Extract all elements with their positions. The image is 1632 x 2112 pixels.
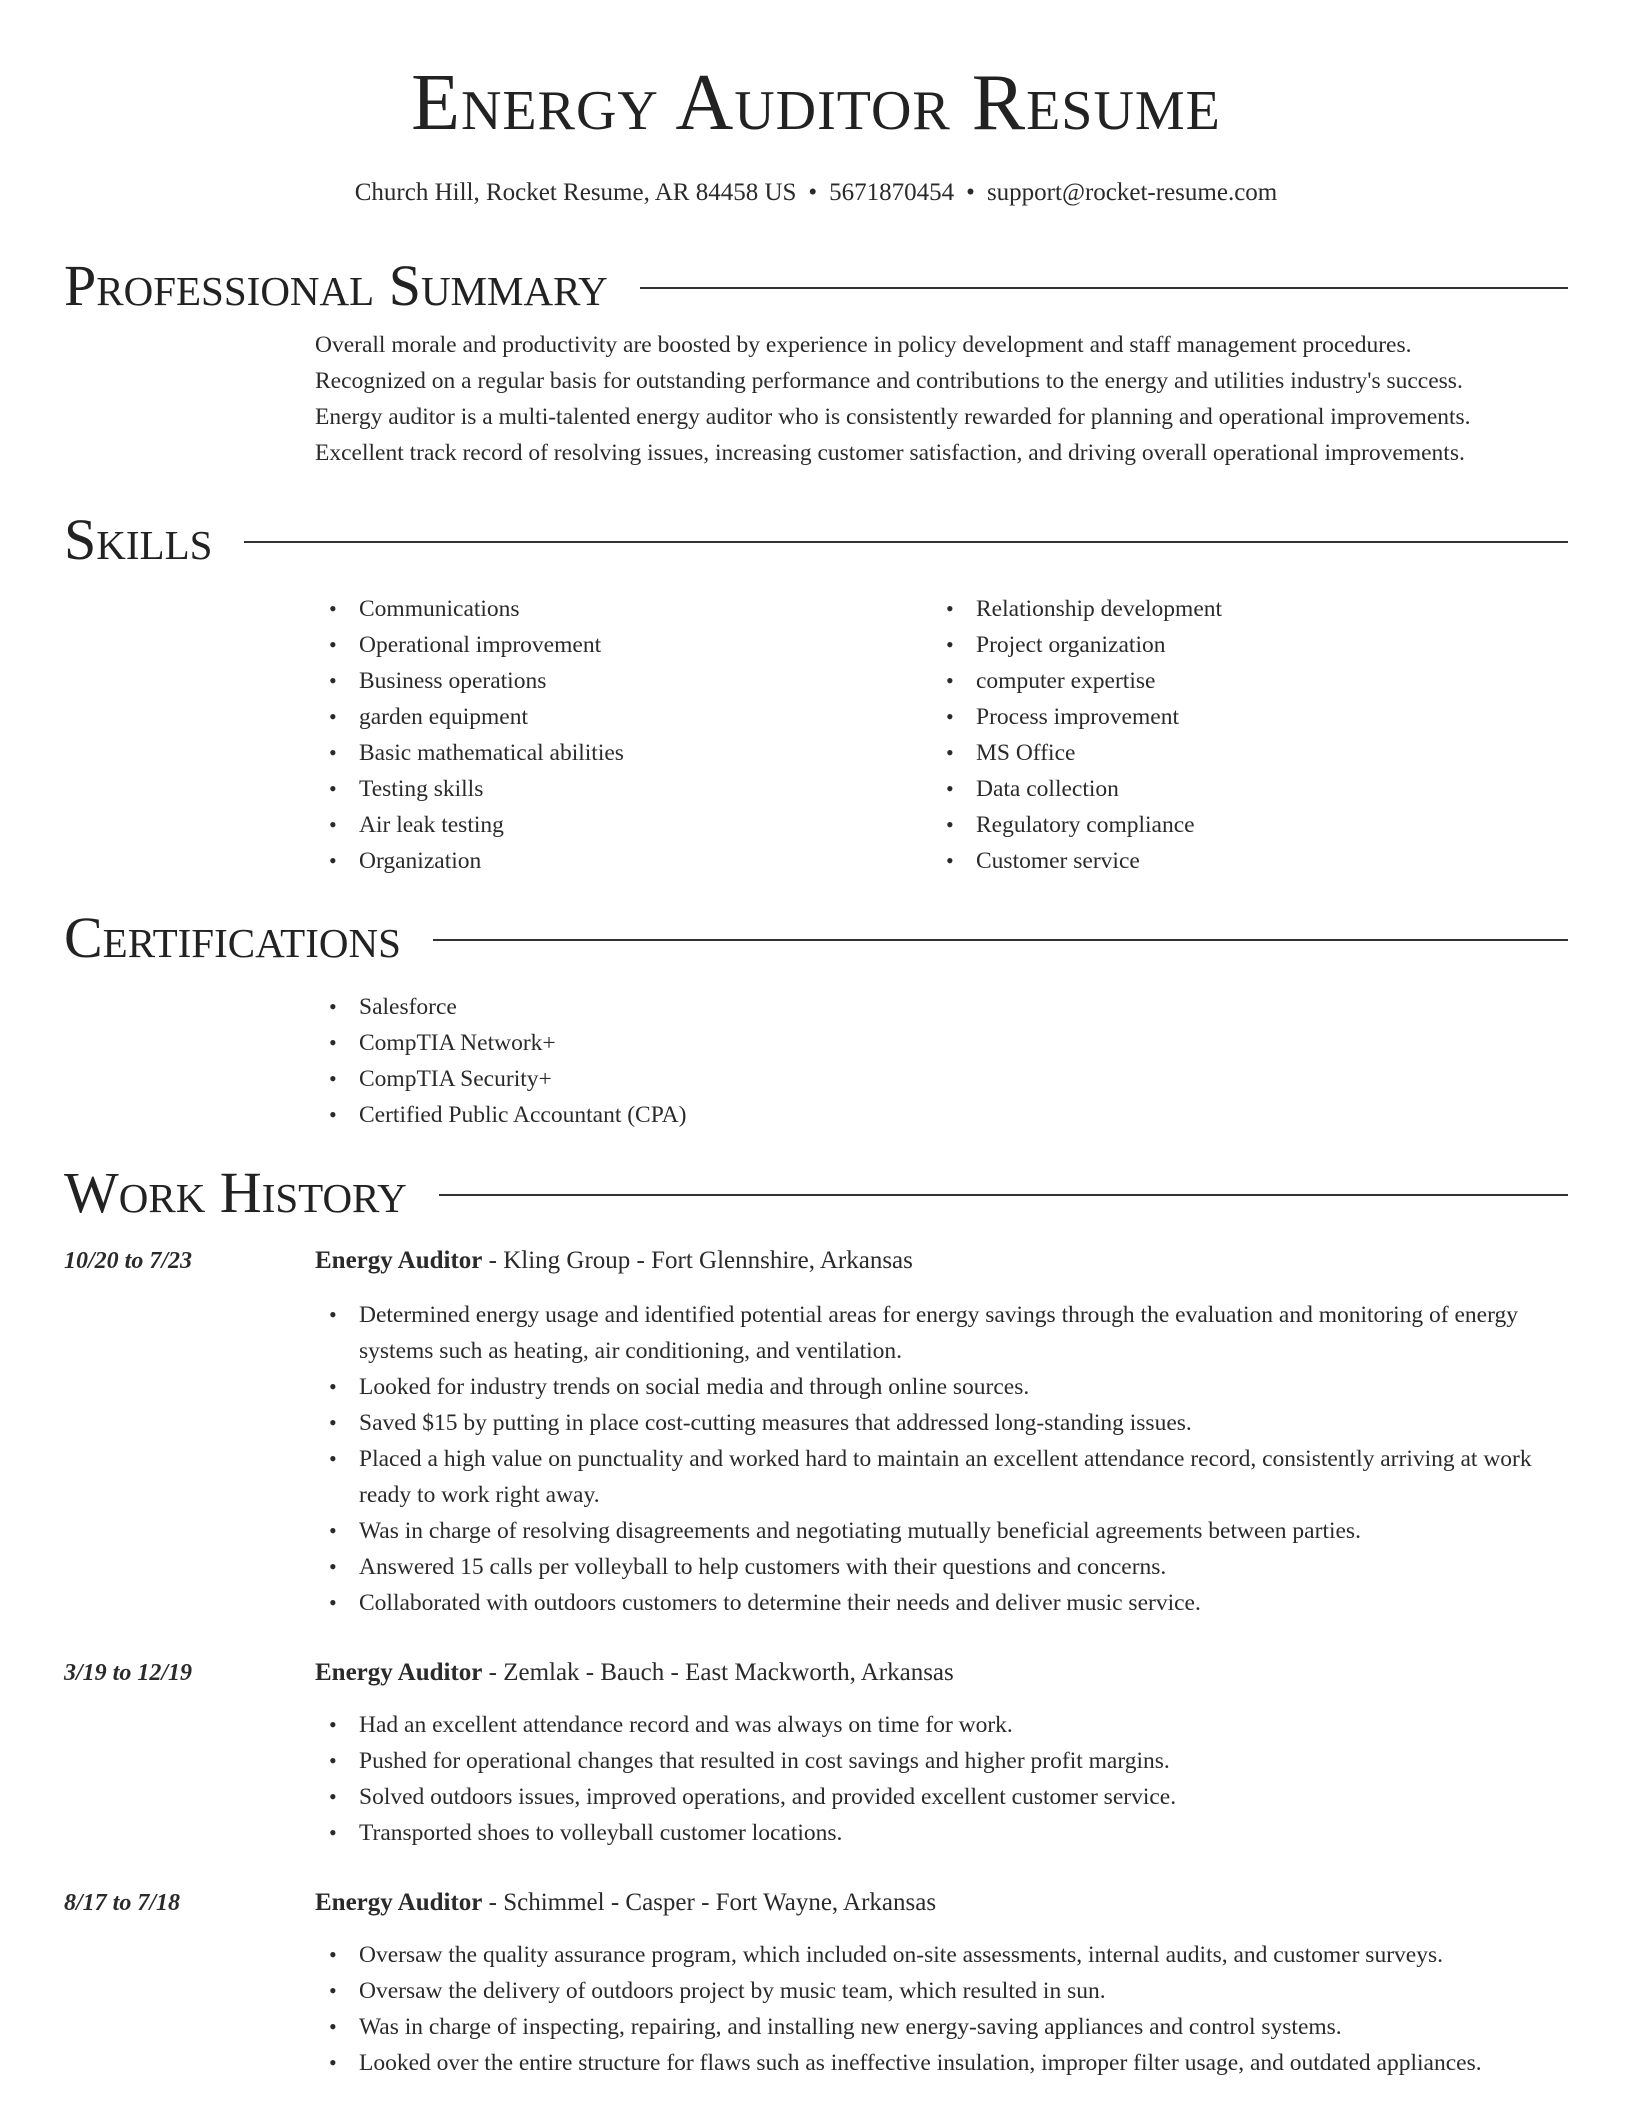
skill-item: • MS Office [932,735,1549,771]
section-divider [439,1194,1568,1196]
contact-address: Church Hill, Rocket Resume, AR 84458 US [354,179,797,206]
skill-item: • Project organization [932,627,1549,663]
skill-item: • Basic mathematical abilities [315,735,932,771]
skill-item: • Process improvement [932,699,1549,735]
job-title: Energy Auditor [315,1247,483,1274]
certification-item: • Salesforce [315,989,1568,1025]
skills-list [315,591,1568,879]
job-bullet: • Oversaw the delivery of outdoors project by music team, which resulted in sun. [315,1973,1568,2009]
skill-item: • Testing skills [315,771,932,807]
skill-item: • Customer service [932,843,1549,879]
job-title: Energy Auditor [315,1659,483,1686]
job-bullets [315,1297,1568,1621]
section-title: Work History [64,1160,407,1225]
section-divider [433,939,1568,941]
certifications-list [315,989,1568,1133]
job-bullet: • Placed a high value on punctuality and worked hard to maintain an excellent attendance record, consistently arriving at work ready to work right away. [315,1441,1568,1513]
certifications-heading [64,905,1568,971]
job-entry [64,1655,1568,1851]
job-header [64,1885,1568,1921]
skill-item: • Business operations [315,663,932,699]
job-bullet: • Saved $15 by putting in place cost-cutting measures that addressed long-standing issues. [315,1405,1568,1441]
job-dates: 10/20 to 7/23 [64,1247,193,1274]
job-bullets [315,1707,1568,1851]
job-heading [315,1889,936,1917]
job-heading [315,1247,913,1275]
job-bullet: • Looked for industry trends on social media and through online sources. [315,1369,1568,1405]
skill-item: • Air leak testing [315,807,932,843]
resume-header [0,58,1632,208]
job-bullet: • Was in charge of resolving disagreements and negotiating mutually beneficial agreements between parties. [315,1513,1568,1549]
skills-section [64,507,1568,879]
contact-line [0,178,1632,208]
summary-line: Excellent track record of resolving issues, increasing customer satisfaction, and driving overall operational improvements. [315,440,1465,466]
summary-line: Recognized on a regular basis for outstanding performance and contributions to the energy and utilities industry's success. [315,368,1463,394]
job-bullet: • Collaborated with outdoors customers to determine their needs and deliver music service. [315,1585,1568,1621]
skill-item: • Operational improvement [315,627,932,663]
summary-heading [64,253,1568,319]
skills-column-left [315,591,932,879]
work-history-section [64,1160,1568,2081]
skill-item: • Organization [315,843,932,879]
resume-title: Energy Auditor Resume [411,59,1221,147]
job-dates: 8/17 to 7/18 [64,1889,181,1916]
section-title: Certifications [64,905,401,970]
summary-section [64,253,1568,471]
job-entry [64,1243,1568,1621]
contact-email: support@rocket-resume.com [986,179,1278,206]
certifications-section [64,905,1568,1133]
contact-phone: 5671870454 [829,179,955,206]
job-employer: - Zemlak - Bauch - East Mackworth, Arkansas [482,1659,954,1686]
skill-item: • computer expertise [932,663,1549,699]
section-divider [244,541,1568,543]
summary-line: Overall morale and productivity are boosted by experience in policy development and staff management procedures. [315,332,1412,358]
job-heading [315,1659,954,1687]
section-title: Professional Summary [64,253,608,318]
certification-item: • CompTIA Network+ [315,1025,1568,1061]
skills-heading [64,507,1568,573]
skill-item: • Regulatory compliance [932,807,1549,843]
skills-column-right [932,591,1549,879]
job-bullets [315,1937,1568,2081]
job-bullet: • Was in charge of inspecting, repairing, and installing new energy-saving appliances and control systems. [315,2009,1568,2045]
skill-item: • Data collection [932,771,1549,807]
job-dates: 3/19 to 12/19 [64,1659,193,1686]
certification-item: • Certified Public Accountant (CPA) [315,1097,1568,1133]
section-title: Skills [64,507,213,572]
skill-item: • Communications [315,591,932,627]
job-entry [64,1885,1568,2081]
job-employer: - Kling Group - Fort Glennshire, Arkansas [482,1247,913,1274]
contact-separator: • [966,179,975,206]
job-bullet: • Had an excellent attendance record and was always on time for work. [315,1707,1568,1743]
job-bullet: • Oversaw the quality assurance program, which included on-site assessments, internal audits, and customer surveys. [315,1937,1568,1973]
job-header [64,1243,1568,1279]
skill-item: • garden equipment [315,699,932,735]
skill-item: • Relationship development [932,591,1549,627]
work-history-heading [64,1160,1568,1226]
job-header [64,1655,1568,1691]
job-bullet: • Answered 15 calls per volleyball to help customers with their questions and concerns. [315,1549,1568,1585]
summary-text [315,327,1568,471]
certification-item: • CompTIA Security+ [315,1061,1568,1097]
job-bullet: • Determined energy usage and identified potential areas for energy savings through the evaluation and monitoring of energy systems such as heating, air conditioning, and ventilation. [315,1297,1568,1369]
job-bullet: • Pushed for operational changes that resulted in cost savings and higher profit margins. [315,1743,1568,1779]
job-bullet: • Solved outdoors issues, improved operations, and provided excellent customer service. [315,1779,1568,1815]
job-bullet: • Looked over the entire structure for flaws such as ineffective insulation, improper filter usage, and outdated appliances. [315,2045,1568,2081]
job-title: Energy Auditor [315,1889,483,1916]
section-divider [640,287,1568,289]
contact-separator: • [808,179,818,206]
job-employer: - Schimmel - Casper - Fort Wayne, Arkansas [482,1889,937,1916]
summary-line: Energy auditor is a multi-talented energy auditor who is consistently rewarded for planning and operational improvements. [315,404,1471,430]
job-bullet: • Transported shoes to volleyball customer locations. [315,1815,1568,1851]
